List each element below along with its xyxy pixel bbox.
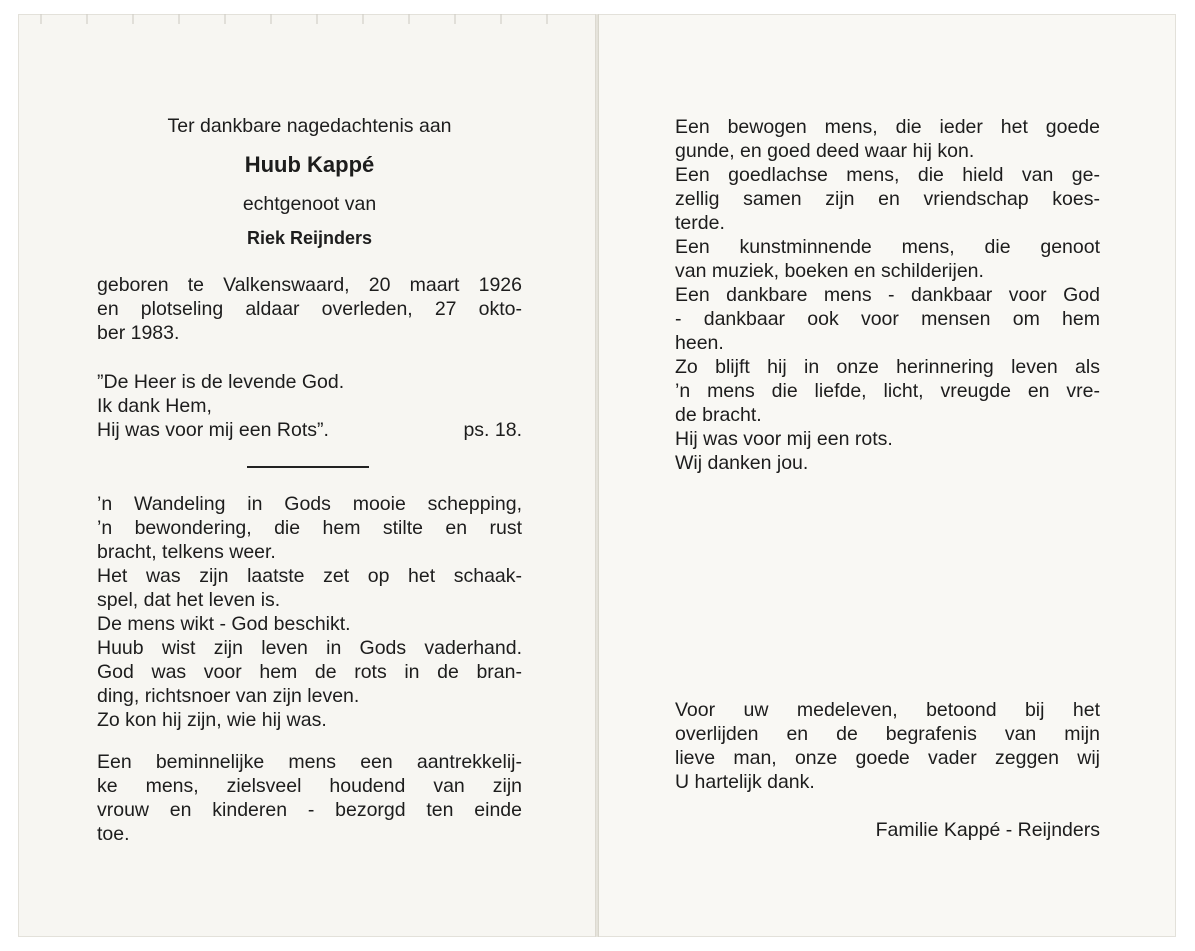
thanks-line: overlijden en de begrafenis van mijn <box>675 723 1100 745</box>
quote-line: ”De Heer is de levende God. <box>97 371 345 393</box>
text-line: Zo kon hij zijn, wie hij was. <box>97 709 327 731</box>
text-line: Een beminnelijke mens een aantrekkelij- <box>97 751 522 773</box>
text-line: spel, dat het leven is. <box>97 589 281 611</box>
text-line: - dankbaar ook voor mensen om hem <box>675 308 1100 330</box>
text-line: Een kunstminnende mens, die genoot <box>675 236 1100 258</box>
text-line: ding, richtsnoer van zijn leven. <box>97 685 360 707</box>
text-line: Een dankbare mens - dankbaar voor God <box>675 284 1100 306</box>
quote-reference: ps. 18. <box>463 419 522 441</box>
top-edge-marks <box>40 14 560 24</box>
text-line: vrouw en kinderen - bezorgd ten einde <box>97 799 522 821</box>
thanks-line: Voor uw medeleven, betoond bij het <box>675 699 1100 721</box>
text-line: ’n Wandeling in Gods mooie schepping, <box>97 493 522 515</box>
spouse-name: Riek Reijnders <box>246 228 373 248</box>
dedication-heading: Ter dankbare nagedachtenis aan <box>167 115 452 137</box>
text-line: ’n mens die liefde, licht, vreugde en vre- <box>675 380 1100 402</box>
text-line: bracht, telkens weer. <box>97 541 276 563</box>
text-line: Een goedlachse mens, die hield van ge- <box>675 164 1100 186</box>
text-line: ke mens, zielsveel houdend van zijn <box>97 775 522 797</box>
text-line: Een bewogen mens, die ieder het goede <box>675 116 1100 138</box>
text-line: heen. <box>675 332 724 354</box>
text-line: God was voor hem de rots in de bran- <box>97 661 522 683</box>
text-line: terde. <box>675 212 725 234</box>
text-line: zellig samen zijn en vriendschap koes- <box>675 188 1100 210</box>
text-line: de bracht. <box>675 404 762 426</box>
text-line: Wij danken jou. <box>675 452 809 474</box>
text-line: toe. <box>97 823 130 845</box>
birth-line: en plotseling aldaar overleden, 27 okto- <box>97 298 522 320</box>
thanks-line: lieve man, onze goede vader zeggen wij <box>675 747 1100 769</box>
relation-label: echtgenoot van <box>242 193 377 215</box>
text-line: Het was zijn laatste zet op het schaak- <box>97 565 522 587</box>
birth-line: geboren te Valkenswaard, 20 maart 1926 <box>97 274 522 296</box>
card-fold <box>595 14 599 937</box>
text-line: Zo blijft hij in onze herinnering leven als <box>675 356 1100 378</box>
text-line: De mens wikt - God beschikt. <box>97 613 351 635</box>
quote-line: Ik dank Hem, <box>97 395 212 417</box>
quote-line: Hij was voor mij een Rots”. <box>97 419 329 441</box>
deceased-name: Huub Kappé <box>244 152 375 177</box>
text-line: ’n bewondering, die hem stilte en rust <box>97 517 522 539</box>
text-line: van muziek, boeken en schilderijen. <box>675 260 984 282</box>
birth-line: ber 1983. <box>97 322 180 344</box>
thanks-line: U hartelijk dank. <box>675 771 815 793</box>
family-signature: Familie Kappé - Reijnders <box>875 819 1100 841</box>
text-line: Hij was voor mij een rots. <box>675 428 893 450</box>
text-line: Huub wist zijn leven in Gods vaderhand. <box>97 637 522 659</box>
separator-dashes <box>247 466 369 468</box>
text-line: gunde, en goed deed waar hij kon. <box>675 140 975 162</box>
